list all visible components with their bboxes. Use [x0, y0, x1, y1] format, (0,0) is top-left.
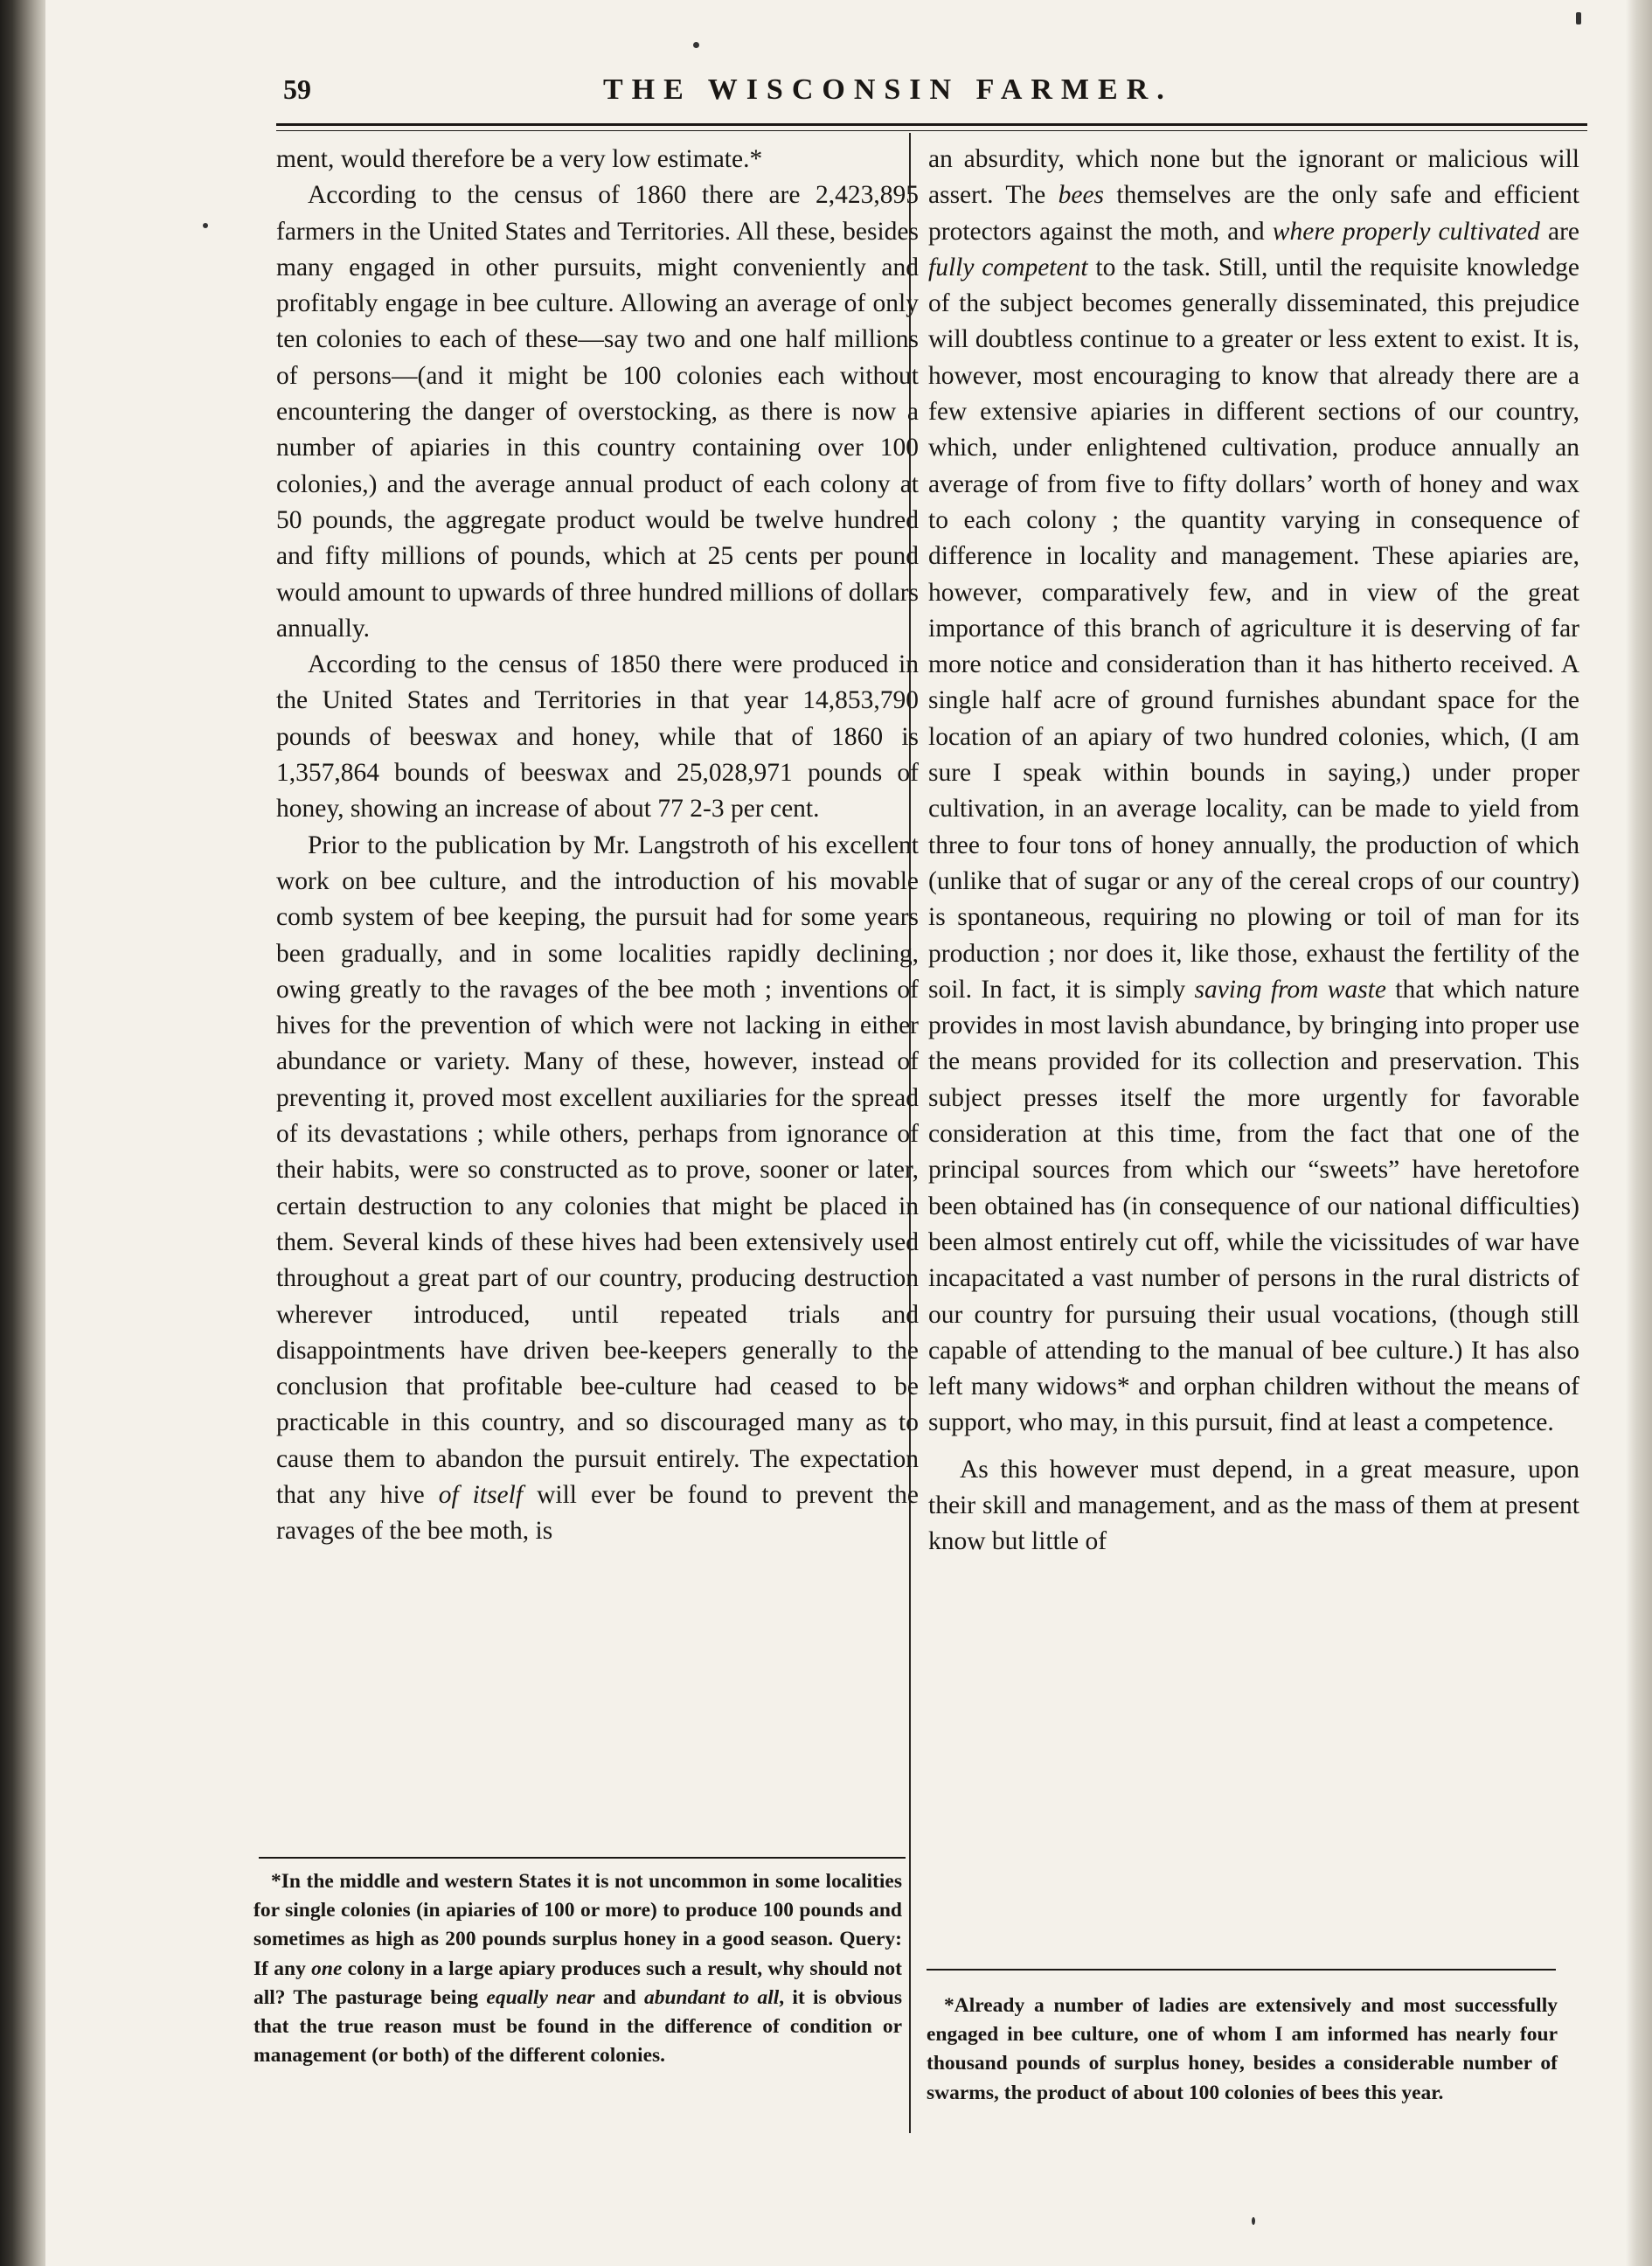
emphasis-text: bees — [1058, 181, 1105, 210]
left-column — [276, 142, 919, 1550]
emphasis-text: where properly cultivated — [1272, 217, 1540, 246]
footnote-left — [253, 1867, 902, 2070]
ink-speck — [693, 42, 699, 48]
footnote-rule — [927, 1969, 1556, 1971]
page-edge — [1626, 0, 1652, 2266]
ink-speck — [1576, 12, 1581, 24]
header-rule-thick — [276, 123, 1587, 126]
page-number: 59 — [283, 73, 311, 105]
emphasis-text: fully competent — [928, 253, 1088, 282]
emphasis-text: saving from waste — [1194, 975, 1386, 1004]
paragraph-skill-management: As this however must depend, in a great measure, upon their skill and management, and as the mass of them at present know but little of — [928, 1455, 1579, 1556]
paragraph-langstroth — [276, 828, 919, 1550]
footnote-text — [253, 1867, 902, 2070]
footnote-text: *Already a number of ladies are extensively and most successfully engaged in bee culture, one of whom I am informed has nearly four thousand pounds of surplus honey, besides a considerable number of swarms, the product of about 100 colonies of bees this year. — [927, 1994, 1558, 2104]
emphasis-text: one — [311, 1957, 343, 1980]
footnote-rule — [259, 1857, 906, 1859]
ink-speck — [1252, 2217, 1255, 2225]
text-run: an absurdity, which none but the ignorant or malicious will assert. The — [928, 145, 1579, 210]
text-run: *In the middle and western States it is not uncommon in some localities for single colonies (in apiaries of 100 or more) to produce 100 pounds and sometimes as high as 200 pounds surplus honey in a good season. Query: If any — [253, 1870, 902, 1980]
header-rule-thin — [276, 130, 1587, 131]
text-run: that which nature provides in most lavish abundance, by bringing into proper use the means provided for its collection and preservation. This subject presses itself the more urgently for favorable consideration at this time, from the fact that one of the principal sources from which our “sweets” have heretofore been obtained has (in consequence of our national difficulties) been almost entirely cut off, while the vicissitudes of war have incapacitated a vast number of persons in the rural districts of our country for pursuing their usual vocations, (though still capable of attending to the manual of bee culture.) It has also left many widows* and orphan children without the means of support, who may, in this pursuit, find at least a competence. — [928, 975, 1579, 1437]
paragraph-absurdity — [928, 142, 1579, 1442]
text-run: are — [1539, 217, 1579, 246]
emphasis-text: abundant to all — [643, 1985, 780, 2009]
text-run: and — [594, 1985, 644, 2009]
emphasis-text: equally near — [486, 1985, 595, 2009]
text-run: , it is obvious that the true reason must be found in the difference of condition or management (or both) of the different colonies. — [253, 1985, 903, 2068]
text-run: to the task. Still, until the requisite knowledge of the subject becomes generally disseminated, this prejudice will doubtless continue to a greater or less extent to exist. It is, however, most encouraging to know that already there are a few extensive apiaries in different sections of our country, which, under enlightened cultivation, produce annually an average of from five to fifty dollars’ worth of honey and wax to each colony ; the quantity varying in consequence of difference in locality and management. These apiaries are, however, comparatively few, and in view of the great importance of this branch of agriculture it is deserving of far more notice and consideration than it has hitherto received. A single half acre of ground furnishes abundant space for the location of an apiary of two hundred colonies, which, (I am sure I speak within bounds in saying,) under proper cultivation, in an average locality, can be made to yield from three to four tons of honey annually, the production of which (unlike that of sugar or any of the cereal crops of our country) is spontaneous, requiring no plowing or toil of man for its production ; nor does it, like those, exhaust the fertility of the soil. In fact, it is simply — [928, 253, 1579, 1004]
ink-speck — [203, 223, 208, 228]
page-title: THE WISCONSIN FARMER. — [603, 73, 1173, 106]
paragraph-census-1850: According to the census of 1850 there were produced in the United States and Territories in that year 14,853,790 pounds of beeswax and honey, while that of 1860 is 1,357,864 bounds of beeswax and 25,028,971 pounds of honey, showing an increase of about 77 2-3 per cent. — [276, 650, 919, 824]
right-column — [928, 142, 1579, 1560]
text-run: Prior to the publication by Mr. Langstroth of his excellent work on bee culture, and the introduction of his movable comb system of bee keeping, the pursuit had for some years been gradually, and in some localities rapidly declining, owing greatly to the ravages of the bee moth ; inventions of hives for the prevention of which were not lacking in either abundance or variety. Many of these, however, instead of preventing it, proved most excellent auxiliaries for the spread of its devastations ; while others, perhaps from ignorance of their habits, were so constructed as to prove, sooner or later, certain destruction to any colonies that might be placed in them. Several kinds of these hives had been extensively used throughout a great part of our country, producing destruction wherever introduced, until repeated trials and disappointments have driven bee-keepers generally to the conclusion that profitable bee-culture had ceased to be practicable in this country, and so discouraged many as to cause them to abandon the pursuit entirely. The expectation that any hive — [276, 831, 919, 1509]
paragraph-continuation: ment, would therefore be a very low estimate.* — [276, 145, 763, 173]
text-run: themselves are the only safe and efficient protectors against the moth, and — [928, 181, 1579, 246]
book-binding — [0, 0, 45, 2266]
footnote-right — [927, 1991, 1558, 2108]
text-run: colony in a large apiary produces such a result, why should not all? The pasturage being — [253, 1957, 902, 2009]
paragraph-census-1860: According to the census of 1860 there are 2,423,895 farmers in the United States and Territories. All these, besides many engaged in other pursuits, might conveniently and profitably engage in bee culture. Allowing an average of only ten colonies to each of these—say two and one half millions of persons—(and it might be 100 colonies each without encountering the danger of overstocking, as there is now a number of apiaries in this country containing over 100 colonies,) and the average annual product of each colony at 50 pounds, the aggregate product would be twelve hundred and fifty millions of pounds, which at 25 cents per pound would amount to upwards of three hundred millions of dollars annually. — [276, 181, 919, 643]
text-run: will ever be found to prevent the ravages of the bee moth, is — [276, 1480, 919, 1546]
emphasis-text: of itself — [438, 1480, 524, 1509]
